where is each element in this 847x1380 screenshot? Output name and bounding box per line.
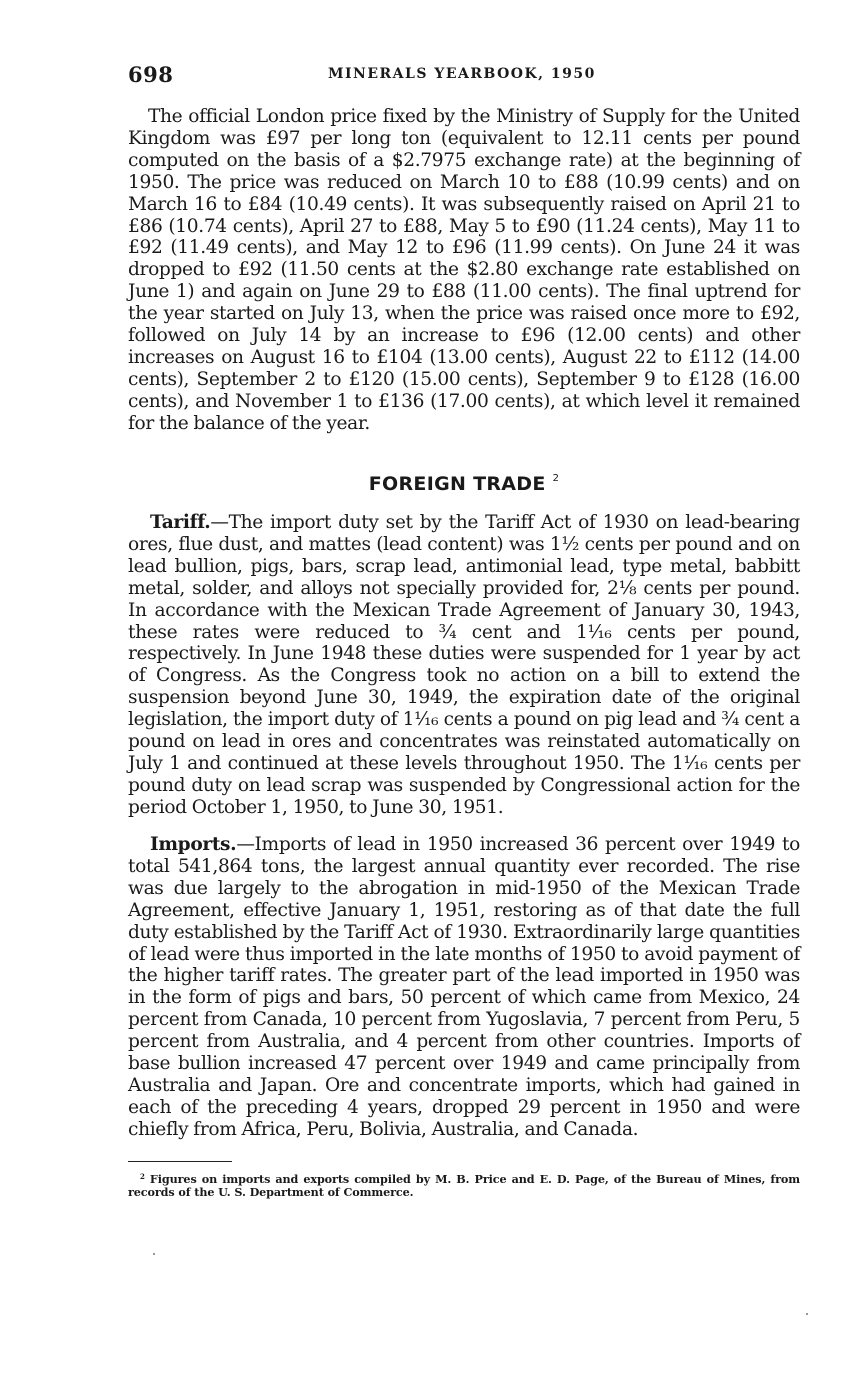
paragraph-tariff [128, 512, 800, 819]
paragraph-tariff-text: —The import duty set by the Tariff Act of 1930 on lead-bearing ores, flue dust, and mattes (lead content) was 1½ cents per pound and on lead bullion, pigs, bars, scrap lead, antimonial lead, type metal, babbitt metal, solder, and alloys not specially provided for, 2⅛ cents per pound. In accordance with the Mexican Trade Agreement of January 30, 1943, these rates were reduced to ¾ cent and 1¹⁄₁₆ cents per pound, respectively. In June 1948 these duties were suspended for 1 year by act of Congress. As the Congress took no action on a bill to extend the suspension beyond June 30, 1949, the expiration date of the original legislation, the import duty of 1¹⁄₁₆ cents a pound on pig lead and ¾ cent a pound on lead in ores and concentrates was reinstated automatically on July 1 and continued at these levels throughout 1950. The 1¹⁄₁₆ cents per pound duty on lead scrap was suspended by Congressional action for the period October 1, 1950, to June 30, 1951. [128, 512, 800, 818]
footnote [128, 1171, 800, 1198]
run-in-heading-tariff: Tariff. [150, 512, 211, 533]
paragraph-london-price: The official London price fixed by the Ministry of Supply for the United Kingdom was £97 per long ton (equivalent to 12.11 cents per pound computed on the basis of a $2.7975 exchange rate) at the beginning of 1950. The price was reduced on March 10 to £88 (10.99 cents) and on March 16 to £84 (10.49 cents). It was subsequently raised on April 21 to £86 (10.74 cents), April 27 to £88, May 5 to £90 (11.24 cents), May 11 to £92 (11.49 cents), and May 12 to £96 (11.99 cents). On June 24 it was dropped to £92 (11.50 cents at the $2.80 exchange rate established on June 1) and again on June 29 to £88 (11.00 cents). The final uptrend for the year started on July 13, when the price was raised once more to £92, followed on July 14 by an increase to £96 (12.00 cents) and other increases on August 16 to £104 (13.00 cents), August 22 to £112 (14.00 cents), September 2 to £120 (15.00 cents), September 9 to £128 (16.00 cents), and November 1 to £136 (17.00 cents), at which level it remained for the balance of the year. [128, 106, 800, 434]
footnote-divider [128, 1161, 232, 1162]
footnote-reference: 2 [552, 473, 560, 484]
paragraph-imports-text: —Imports of lead in 1950 increased 36 percent over 1949 to total 541,864 tons, the largest annual quantity ever recorded. The rise was due largely to the abrogation in mid-1950 of the Mexican Trade Agreement, effective January 1, 1951, restoring as of that date the full duty established by the Tariff Act of 1930. Extraordinarily large quantities of lead were thus imported in the late months of 1950 to avoid payment of the higher tariff rates. The greater part of the lead imported in 1950 was in the form of pigs and bars, 50 percent of which came from Mexico, 24 percent from Canada, 10 percent from Yugoslavia, 7 percent from Peru, 5 percent from Australia, and 4 percent from other countries. Imports of base bullion increased 47 percent over 1949 and came principally from Australia and Japan. Ore and concentrate imports, which had gained in each of the preceding 4 years, dropped 29 percent in 1950 and were chiefly from Africa, Peru, Bolivia, Australia, and Canada. [128, 834, 800, 1140]
page-number: 698 [128, 62, 174, 87]
running-title: MINERALS YEARBOOK, 1950 [328, 66, 596, 82]
page-header [128, 62, 800, 90]
paragraph-imports [128, 834, 800, 1141]
scan-speck [806, 1313, 808, 1315]
footnote-text: Figures on imports and exports compiled by M. B. Price and E. D. Page, of the Bureau of Mines, from records of the U. S. Department of Commerce. [128, 1172, 801, 1199]
section-heading-text: FOREIGN TRADE [368, 473, 546, 495]
section-heading-foreign-trade [128, 473, 800, 495]
footnote-marker: 2 [140, 1172, 145, 1181]
run-in-heading-imports: Imports. [150, 834, 237, 855]
scan-speck [153, 1253, 155, 1255]
